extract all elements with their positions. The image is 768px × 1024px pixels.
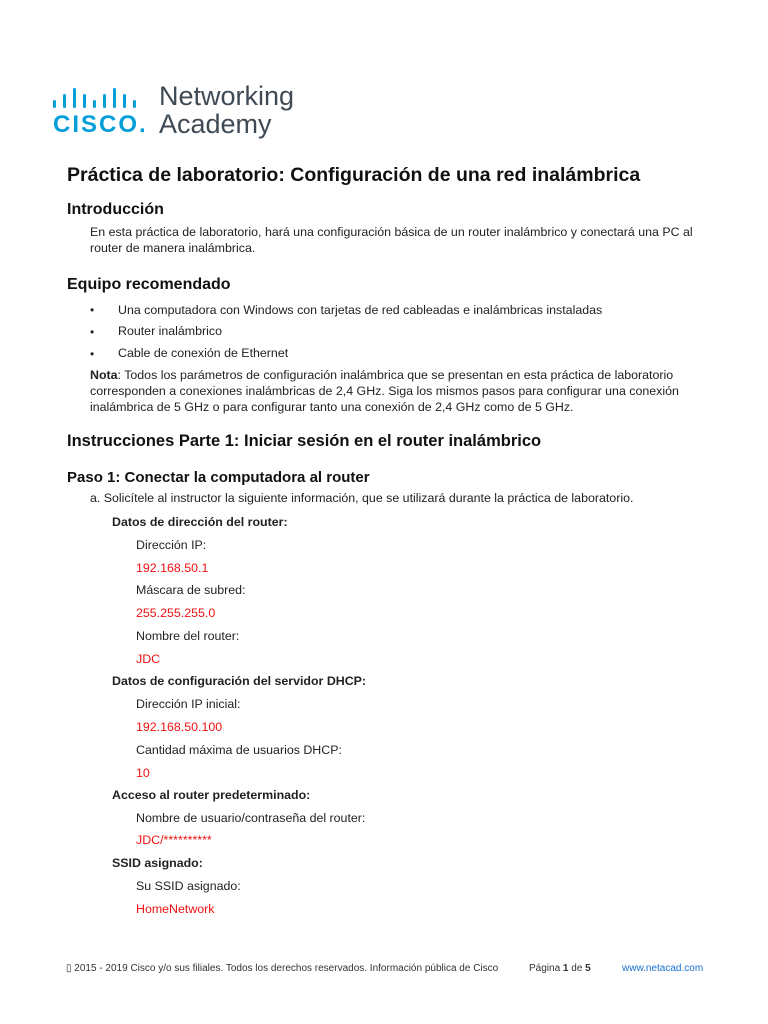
document-title: Práctica de laboratorio: Configuración de una red inalámbrica xyxy=(67,164,641,186)
intro-text-line2: router de manera inalámbrica. xyxy=(90,241,256,255)
cisco-networking-academy-logo xyxy=(53,80,313,140)
dhcp-max-label: Cantidad máxima de usuarios DHCP: xyxy=(136,743,342,757)
router-mask-value: 255.255.255.0 xyxy=(136,606,216,620)
access-cred-label: Nombre de usuario/contraseña del router: xyxy=(136,811,366,825)
note-text: : Todos los parámetros de configuración inalámbrica que se presentan en esta práctica de laboratorio xyxy=(117,368,674,382)
part1-heading: Instrucciones Parte 1: Iniciar sesión en el router inalámbrico xyxy=(67,432,542,450)
equipment-item-computer: Una computadora con Windows con tarjetas de red cableadas e inalámbricas instaladas xyxy=(118,303,603,317)
router-mask-label: Máscara de subred: xyxy=(136,583,246,597)
bullet-icon: • xyxy=(90,347,95,361)
router-ip-label: Dirección IP: xyxy=(136,538,207,552)
dhcp-start-label: Dirección IP inicial: xyxy=(136,697,241,711)
logo-academy-text: Academy xyxy=(159,109,272,139)
ssid-heading: SSID asignado: xyxy=(112,856,203,870)
footer-page-number xyxy=(529,963,591,974)
equipment-item-cable: Cable de conexión de Ethernet xyxy=(118,346,289,360)
step1-instruction: a. Solicítele al instructor la siguiente información, que se utilizará durante la práctica de laboratorio. xyxy=(90,491,634,505)
page-current: 1 xyxy=(562,963,569,974)
page-of: de xyxy=(568,963,586,974)
footer-site-link[interactable]: www.netacad.com xyxy=(622,963,704,974)
ssid-label: Su SSID asignado: xyxy=(136,879,241,893)
footer-copyright: ▯ 2015 - 2019 Cisco y/o sus filiales. Todos los derechos reservados. Información pública de Cisco xyxy=(66,963,499,974)
access-cred-value: JDC/********** xyxy=(136,833,212,847)
logo-networking-text: Networking xyxy=(159,81,295,111)
dhcp-start-value: 192.168.50.100 xyxy=(136,720,223,734)
intro-heading: Introducción xyxy=(67,201,164,218)
dhcp-max-value: 10 xyxy=(136,766,150,780)
page-prefix: Página xyxy=(529,963,563,974)
step1-heading: Paso 1: Conectar la computadora al router xyxy=(67,469,370,486)
bullet-icon: • xyxy=(90,303,95,317)
note-line2: corresponden a conexiones inalámbricas de 2,4 GHz. Siga los mismos pasos para configurar una conexión xyxy=(90,384,679,398)
ssid-value: HomeNetwork xyxy=(136,902,215,916)
cisco-bars-icon xyxy=(53,88,141,108)
note-label: Nota xyxy=(90,368,118,382)
bullet-icon: • xyxy=(90,325,95,339)
router-ip-value: 192.168.50.1 xyxy=(136,561,209,575)
note-line1 xyxy=(90,367,673,384)
note-line3: inalámbrica de 5 GHz o para configurar tanto una conexión de 2,4 GHz como de 5 GHz. xyxy=(90,400,574,414)
router-name-label: Nombre del router: xyxy=(136,629,240,643)
router-address-heading: Datos de dirección del router: xyxy=(112,515,288,529)
dhcp-heading: Datos de configuración del servidor DHCP: xyxy=(112,674,367,688)
equipment-heading: Equipo recomendado xyxy=(67,276,231,293)
cisco-wordmark: CISCO. xyxy=(53,111,148,138)
access-heading: Acceso al router predeterminado: xyxy=(112,788,311,802)
page-total: 5 xyxy=(585,963,591,974)
intro-text-line1: En esta práctica de laboratorio, hará una configuración básica de un router inalámbrico y conectará una PC al xyxy=(90,225,693,239)
router-name-value: JDC xyxy=(136,652,161,666)
equipment-item-router: Router inalámbrico xyxy=(118,324,222,338)
